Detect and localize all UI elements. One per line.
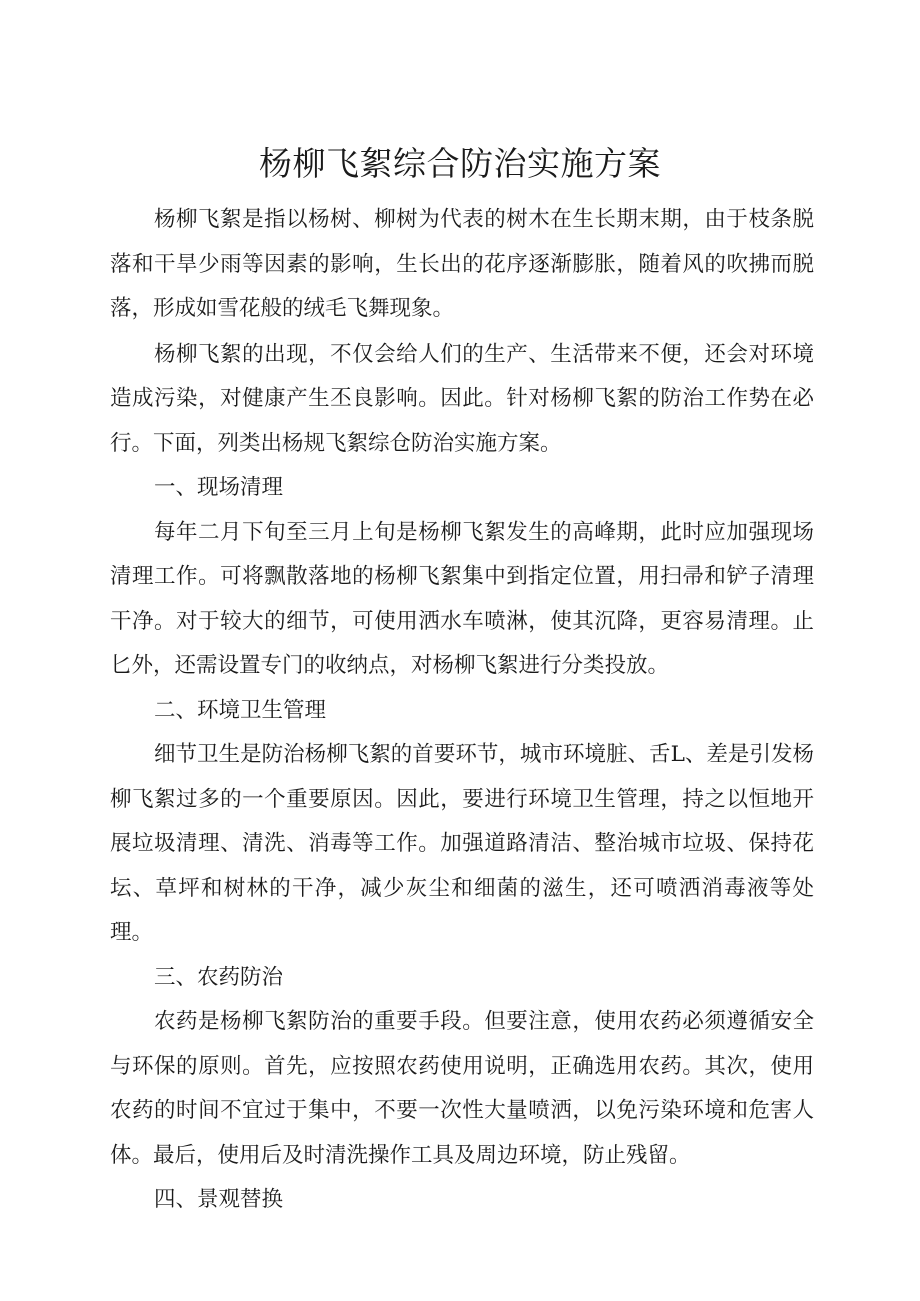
- paragraph-impact: 杨柳飞絮的出现，不仅会给人们的生产、生活带来不便，还会对环境造成污染，对健康产生丕良影响。因此。针对杨柳飞絮的防治工作势在必行。下面，列类出杨规飞絮综仓防治实施方案。: [110, 341, 814, 456]
- section-heading-pesticide: 三、农药防治: [154, 964, 284, 990]
- paragraph-site-cleanup: 每年二月下旬至三月上旬是杨柳飞絮发生的高峰期，此时应加强现场清理工作。可将飘散落地的杨柳飞絮集中到指定位置，用扫帚和铲子清理干净。对于较大的细节，可使用洒水车喷淋，使其沉降，更容易清理。止匕外，还需设置专门的收纳点，对杨柳飞絮进行分类投放。: [110, 519, 814, 678]
- document-body: [110, 198, 814, 1223]
- paragraph-sanitation: 细节卫生是防治杨柳飞絮的首要环节，城市环境脏、舌L、差是引发杨柳飞絮过多的一个重要原因。因此，要进行环境卫生管理，持之以恒地开展垃圾清理、清洗、消毒等工作。加强道路清洁、整治城市垃圾、保持花坛、草坪和树林的干净，减少灰尘和细菌的滋生，还可喷洒消毒液等处理。: [110, 742, 814, 945]
- document-title: 杨柳飞絮综合防治实施方案: [259, 144, 661, 183]
- section-heading-site-cleanup: 一、现场清理: [154, 475, 284, 500]
- paragraph-pesticide: 农药是杨柳飞絮防治的重要手段。但要注意，使用农药必须遵循安全与环保的原则。首先，应按照农药使用说明，正确选用农药。其次，使用农药的时间不宜过于集中，不要一次性大量喷洒，以免污染环境和危害人体。最后，使用后及时清洗操作工具及周边环境，防止残留。: [110, 1009, 814, 1168]
- paragraph-intro: 杨柳飞絮是指以杨树、柳树为代表的树木在生长期末期，由于枝条脱落和干旱少雨等因素的影响，生长出的花序逐渐膨胀，随着风的吹拂而脱落，形成如雪花般的绒毛飞舞现象。: [110, 207, 814, 321]
- section-heading-landscape: 四、景观替换: [154, 1187, 284, 1212]
- section-heading-sanitation: 二、环境卫生管理: [154, 697, 327, 723]
